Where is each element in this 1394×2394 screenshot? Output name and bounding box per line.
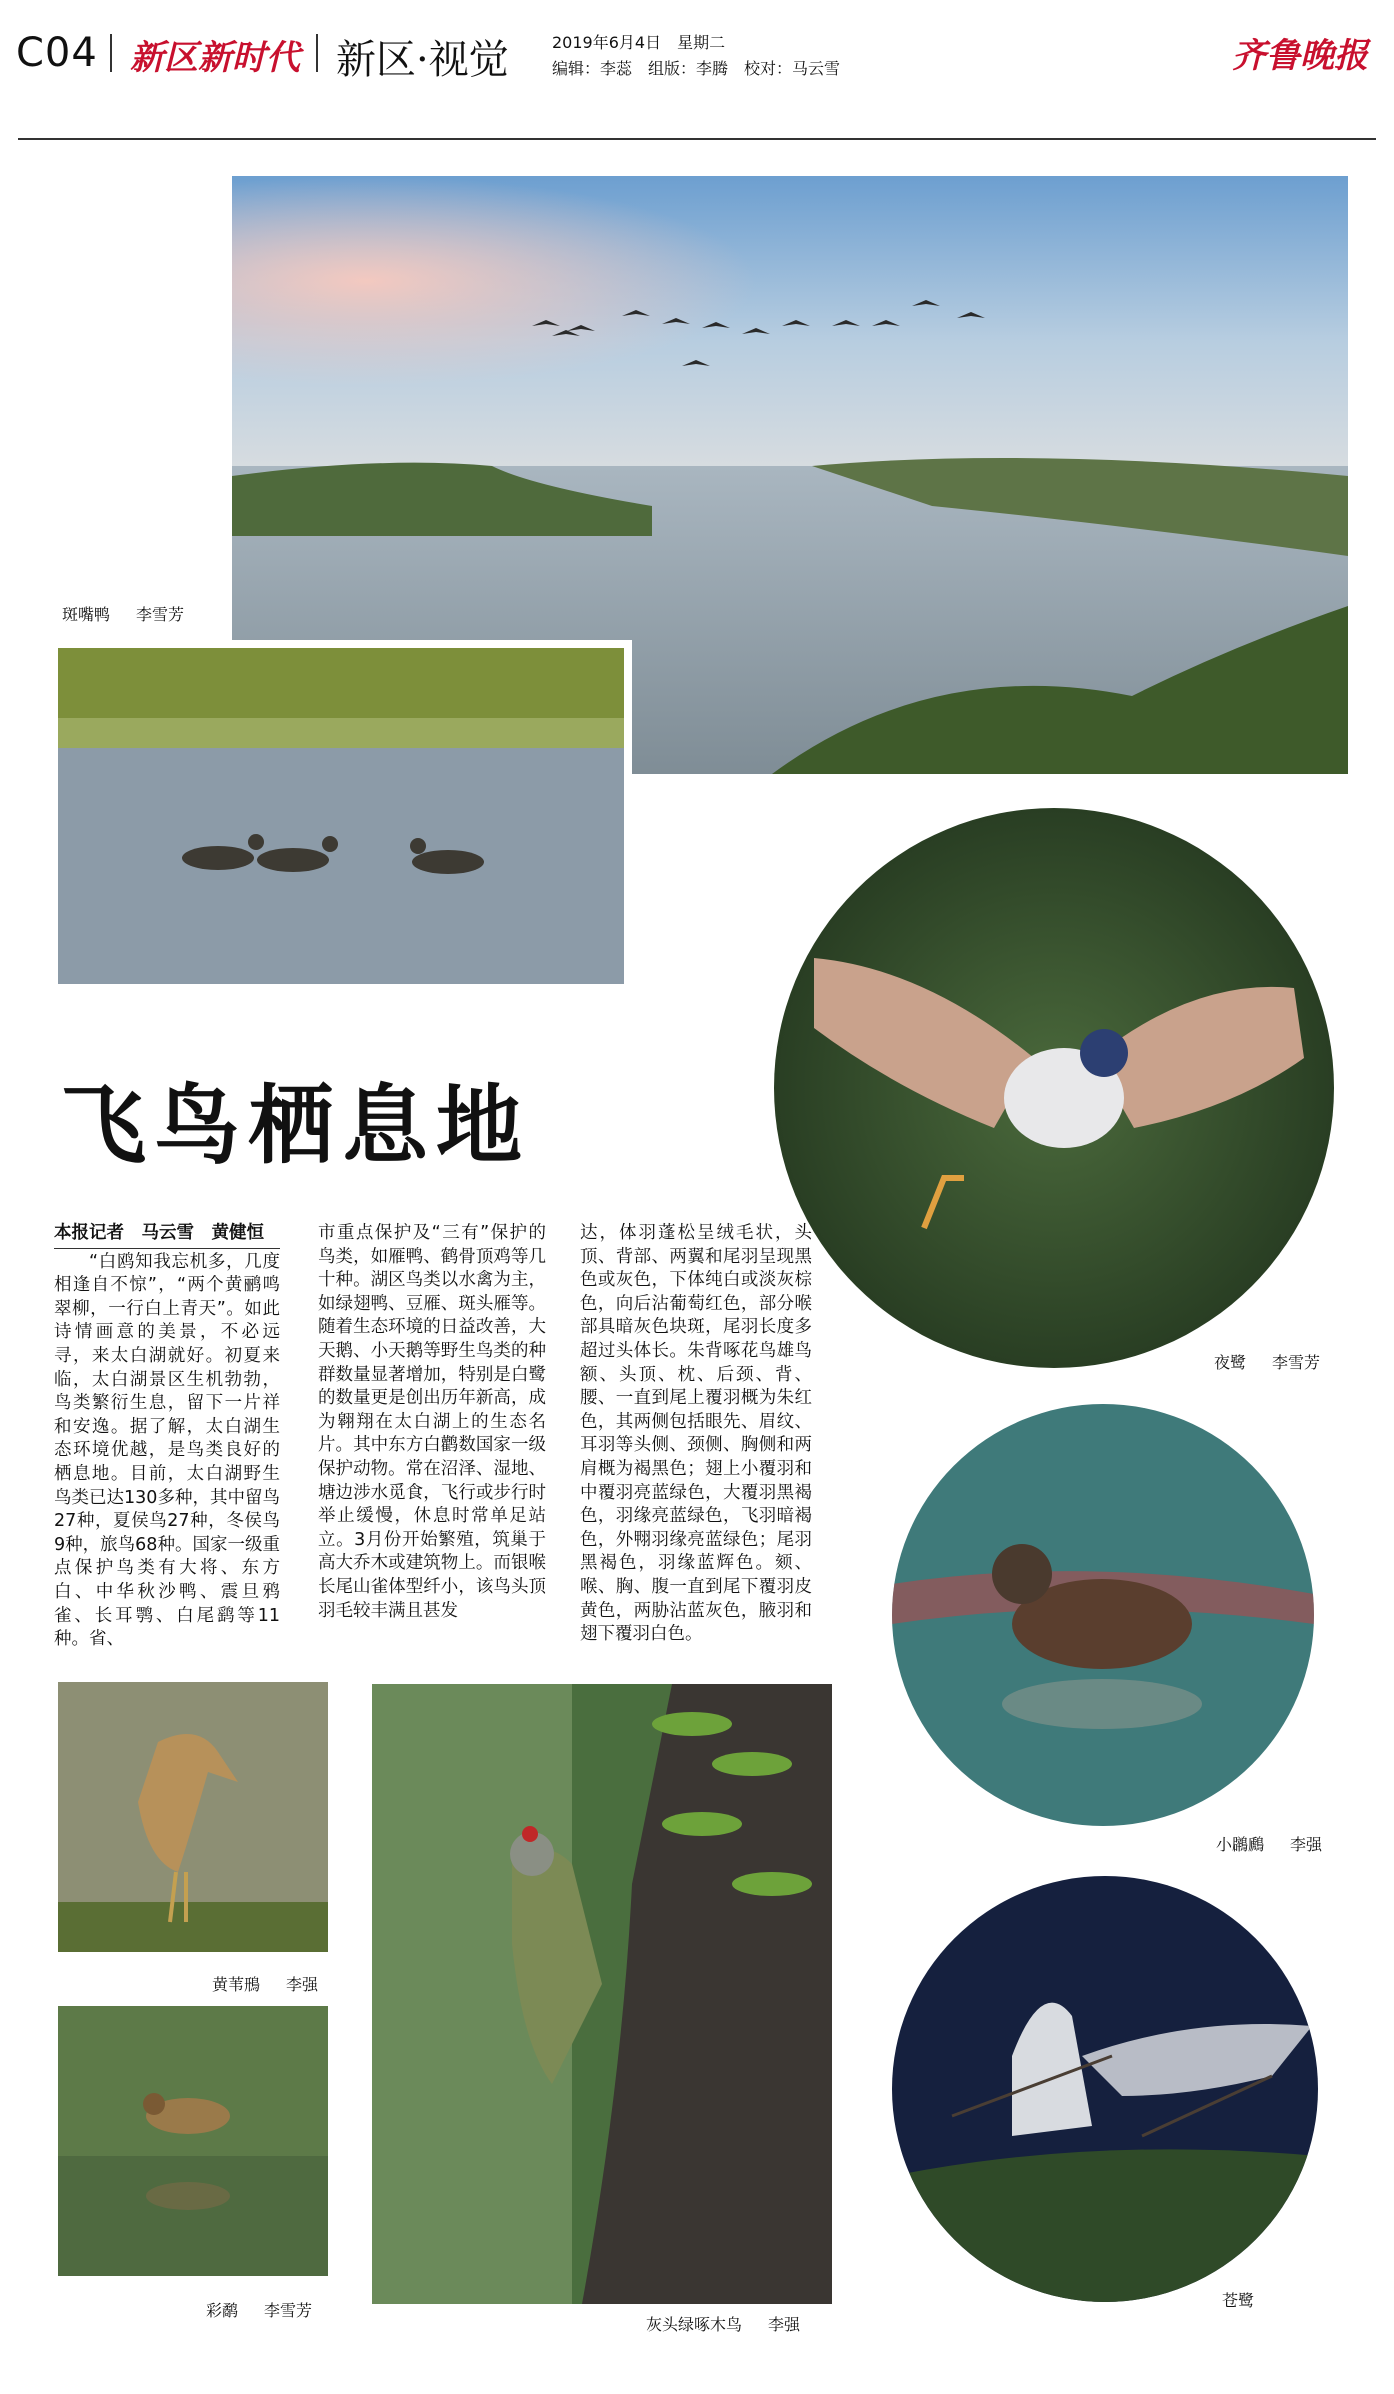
article-text: “白鸥知我忘机多，几度相逢自不惊”，“两个黄鹂鸣翠柳，一行白上青天”。如此诗情画意的美景，不必远寻，来太白湖就好。初夏来临，太白湖景区生机勃勃，鸟类繁衍生息，留下一片祥和安逸。据了解，太白湖生态环境优越，是鸟类良好的栖息地。目前，太白湖野生鸟类已达130多种，其中留鸟27种，夏侯鸟27种，冬侯鸟9种，旅鸟68种。国家一级重点保护鸟类有大将、东方白、中华秋沙鸭、震旦鸦雀、长耳鹗、白尾鹞等11种。省、 <box>54 1251 280 1650</box>
caption-grebe <box>1216 1832 1348 1855</box>
issue-date: 2019年6月4日 星期二 <box>552 33 726 52</box>
caption-author: 李雪芳 <box>136 605 185 624</box>
caption-author: 李雪芳 <box>1272 1353 1321 1372</box>
page-number: C04 <box>16 30 98 76</box>
article-column-3 <box>580 1222 812 1647</box>
caption-woodpecker <box>646 2312 826 2335</box>
caption-snipe <box>206 2298 338 2321</box>
caption-geese <box>62 602 210 625</box>
caption-author: 李雪芳 <box>264 2301 313 2320</box>
photo-snipe <box>58 2006 328 2276</box>
photo-grey-heron <box>892 1876 1318 2302</box>
newspaper-logo: 齐鲁晚报 <box>1232 36 1368 76</box>
caption-author: 李强 <box>286 1975 319 1994</box>
article-column-2 <box>318 1222 546 1623</box>
caption-bittern <box>212 1972 344 1995</box>
caption-author: 李强 <box>768 2315 801 2334</box>
photo-grebe <box>892 1404 1314 1826</box>
header-rule <box>18 138 1376 140</box>
article-text: 达，体羽蓬松呈绒毛状，头顶、背部、两翼和尾羽呈现黑色或灰色，下体纯白或淡灰棕色，向后沾葡萄红色，部分喉部具暗灰色块斑，尾羽长度多超过头体长。朱背啄花鸟雄鸟额、头顶、枕、后颈、背、腰、一直到尾上覆羽概为朱红色，其两侧包括眼先、眉纹、耳羽等头侧、颈侧、胸侧和两肩概为褐黑色；翅上小覆羽和中覆羽亮蓝绿色，大覆羽黑褐色，羽缘亮蓝绿色，飞羽暗褐色，外翈羽缘亮蓝绿色；尾羽黑褐色，羽缘蓝辉色。颏、喉、胸、腹一直到尾下覆羽皮黄色，两胁沾蓝灰色，腋羽和翅下覆羽白色。 <box>580 1223 812 1645</box>
photo-woodpecker <box>372 1684 832 2304</box>
article-title: 飞鸟栖息地 <box>60 1076 530 1176</box>
photo-ducks-frame <box>50 640 632 992</box>
article-text: 市重点保护及“三有”保护的鸟类，如雁鸭、鹤骨顶鸡等几十种。湖区鸟类以水禽为主，如绿翅鸭、豆雁、斑头雁等。随着生态环境的日益改善，大天鹅、小天鹅等野生鸟类的种群数量显著增加，特别是白鹭的数量更是创出历年新高，成为翱翔在太白湖上的生态名片。其中东方白鹳数国家一级保护动物。常在沼泽、湿地、塘边涉水觅食，飞行或步行时举止缓慢，休息时常单足站立。3月份开始繁殖，筑巢于高大乔木或建筑物上。而银喉长尾山雀体型纤小，该鸟头顶羽毛较丰满且甚发 <box>318 1223 546 1621</box>
header-divider <box>110 34 112 72</box>
caption-name: 夜鹭 <box>1214 1353 1247 1372</box>
caption-name: 苍鹭 <box>1222 2291 1255 2310</box>
caption-night-heron <box>1214 1350 1346 1373</box>
brand-logo: 新区新时代 <box>130 38 300 78</box>
photo-night-heron <box>774 808 1334 1368</box>
caption-grey-heron <box>1222 2288 1280 2311</box>
caption-author: 李强 <box>1290 1835 1323 1854</box>
photo-bittern <box>58 1682 328 1952</box>
article-column-1 <box>54 1222 280 1652</box>
caption-name: 黄苇鳽 <box>212 1975 261 1994</box>
caption-name: 斑嘴鸭 <box>62 605 111 624</box>
caption-name: 灰头绿啄木鸟 <box>646 2315 743 2334</box>
section-title: 新区·视觉 <box>336 37 509 83</box>
header-divider <box>316 34 318 72</box>
caption-name: 小鸊鷉 <box>1216 1835 1265 1854</box>
editor-credits: 编辑：李蕊 组版：李腾 校对：马云雪 <box>552 59 841 78</box>
caption-name: 彩鹬 <box>206 2301 239 2320</box>
byline: 本报记者 马云雪 黄健恒 <box>54 1222 280 1249</box>
